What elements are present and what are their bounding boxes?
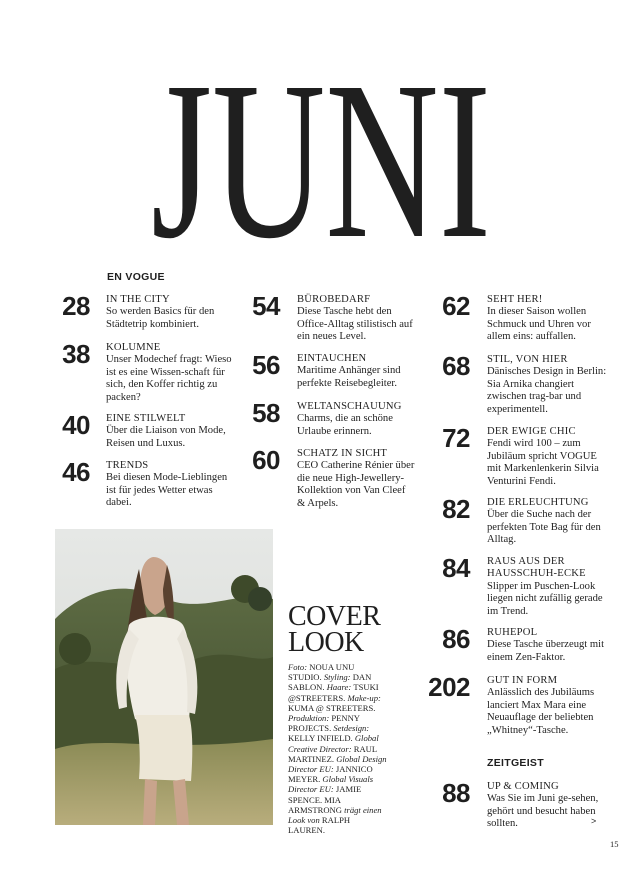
toc-entry-desc: Slipper im Puschen-Look liegen nicht zufällig gerade im Trend. — [487, 580, 603, 617]
toc-entry-title: WELTANSCHAUUNG — [297, 401, 402, 412]
credit-role: Haare: — [326, 682, 354, 693]
toc-page-number: 72 — [442, 423, 470, 453]
credit-name: NOUA UNU STUDIO. — [288, 662, 355, 683]
toc-entry-title: STIL, VON HIER — [487, 354, 568, 365]
credit-name: PENNY PROJECTS. — [288, 713, 360, 734]
toc-page-number: 86 — [442, 624, 470, 654]
toc-page-number: 38 — [62, 339, 90, 369]
toc-entry-title: EINE STILWELT — [106, 413, 186, 424]
credit-name: JANNICO MEYER. — [288, 764, 373, 785]
credit-role: Make-up: — [347, 692, 381, 703]
credit-role: Styling: — [323, 672, 353, 683]
toc-entry-text — [487, 781, 607, 831]
toc-entry-title: TRENDS — [106, 460, 149, 471]
toc-entry-text — [487, 354, 607, 416]
page-hero — [0, 68, 642, 248]
credit-name: JAMIE SPENCE. MIA ARMSTRONG — [288, 784, 362, 815]
toc-entry-title: KOLUMNE — [106, 342, 161, 353]
toc-page-number: 58 — [252, 398, 280, 428]
cover-title-line2: LOOK — [288, 627, 364, 658]
toc-page-number: 202 — [428, 672, 470, 702]
credit-role: Global Creative Director: — [288, 733, 379, 754]
toc-entry-desc: Diese Tasche hebt den Office-Alltag stilistisch auf ein neues Level. — [297, 306, 413, 343]
toc-page-number: 28 — [62, 291, 90, 321]
toc-entry-text — [487, 556, 607, 618]
toc-entry-title: DIE ERLEUCHTUNG — [487, 497, 589, 508]
toc-entry-text — [487, 627, 607, 664]
toc-entry-title: SCHATZ IN SICHT — [297, 448, 388, 459]
toc-page-number: 68 — [442, 351, 470, 381]
credit-role: trägt einen Look von — [288, 804, 382, 826]
toc-page-number: 82 — [442, 494, 470, 524]
credit-name: KELLY INFIELD. — [288, 733, 355, 744]
credit-name: KUMA @ STREETERS. — [288, 702, 376, 713]
cover-title-line1: COVER — [288, 601, 381, 632]
toc-entry-title: SEHT HER! — [487, 294, 543, 305]
credit-role: Produktion: — [288, 713, 332, 724]
toc-entry-desc: So werden Basics für den Städtetrip kombiniert. — [106, 306, 215, 330]
toc-page-number: 54 — [252, 291, 280, 321]
toc-entry-text — [487, 426, 607, 488]
toc-page-number: 84 — [442, 553, 470, 583]
toc-entry-desc: Bei diesen Mode-Lieblingen ist für jedes Wetter etwas dabei. — [106, 472, 228, 509]
toc-page-number: 56 — [252, 350, 280, 380]
cover-credits — [288, 662, 388, 835]
toc-entry-title: GUT IN FORM — [487, 675, 558, 686]
toc-entry-desc: Über die Suche nach der perfekten Tote Bag für den Alltag. — [487, 509, 601, 546]
toc-page-number: 88 — [442, 778, 470, 808]
toc-entry-desc: CEO Catherine Rénier über die neue High-Jewellery-Kollektion von Van Cleef & Arpels. — [297, 460, 415, 509]
toc-entry-text — [487, 294, 607, 344]
toc-page-number: 40 — [62, 410, 90, 440]
cover-look-title — [288, 601, 381, 658]
toc-entry-desc: Maritime Anhänger sind perfekte Reisebegleiter. — [297, 365, 401, 389]
toc-page-number: 46 — [62, 457, 90, 487]
toc-page-number: 62 — [442, 291, 470, 321]
toc-entry-desc: In dieser Saison wollen Schmuck und Uhren vor allem eins: auffallen. — [487, 306, 591, 343]
toc-entry-title: UP & COMING — [487, 781, 559, 792]
month-title — [0, 68, 642, 248]
toc-entry-title: DER EWIGE CHIC — [487, 426, 576, 437]
credit-name: TSUKI @STREETERS. — [288, 682, 379, 703]
toc-entry-desc: Charms, die an schöne Urlaube erinnern. — [297, 413, 393, 437]
toc-page-number: 60 — [252, 445, 280, 475]
month-title-text: JUNI — [151, 68, 491, 248]
credit-name: RALPH LAUREN. — [288, 815, 351, 836]
cover-photo — [55, 529, 273, 825]
credit-role: Global Visuals Director EU: — [288, 774, 374, 795]
toc-entry-title: RUHEPOL — [487, 627, 538, 638]
toc-entry-desc: Anlässlich des Jubiläums lanciert Max Mara eine Neuauflage der beliebten „Whitney“-Tasche. — [487, 687, 595, 736]
toc-entry-title: RAUS AUS DER HAUSSCHUH-ECKE — [487, 556, 586, 580]
toc-entry-text — [487, 497, 607, 547]
toc-entry-desc: Dänisches Design in Berlin: Sia Arnika changiert zwischen trag-bar und experimentell. — [487, 366, 607, 415]
toc-entry-title: IN THE CITY — [106, 294, 170, 305]
credit-role: Global Design Director EU: — [288, 753, 387, 775]
toc-entry-desc: Fendi wird 100 – zum Jubiläum spricht VOGUE mit Markenlenkerin Silvia Venturini Fendi. — [487, 438, 599, 487]
credit-role: Setdesign: — [333, 723, 370, 734]
credit-role: Foto: — [288, 662, 310, 672]
toc-entry-desc: Unser Modechef fragt: Wieso ist es eine Wissen-schaft für sich, den Koffer richtig zu packen? — [106, 354, 232, 403]
credit-name: RAUL MARTINEZ. — [288, 743, 377, 764]
cover-photo-illustration — [55, 529, 273, 825]
credit-name: DAN SABLON. — [288, 672, 372, 693]
toc-entry-desc: Was Sie im Juni ge-sehen, gehört und besucht haben sollten. — [487, 793, 599, 830]
continue-arrow-icon[interactable]: > — [591, 816, 597, 826]
section-label-en-vogue: EN VOGUE — [107, 271, 165, 283]
toc-entry-title: BÜROBEDARF — [297, 294, 371, 305]
toc-entry-title: EINTAUCHEN — [297, 353, 367, 364]
toc-entry-text — [487, 675, 607, 737]
toc-entry-desc: Über die Liaison von Mode, Reisen und Luxus. — [106, 425, 226, 449]
toc-entry-desc: Diese Tasche überzeugt mit einem Zen-Faktor. — [487, 639, 605, 663]
page-number: 15 — [610, 839, 619, 849]
section-label-zeitgeist: ZEITGEIST — [487, 757, 544, 769]
